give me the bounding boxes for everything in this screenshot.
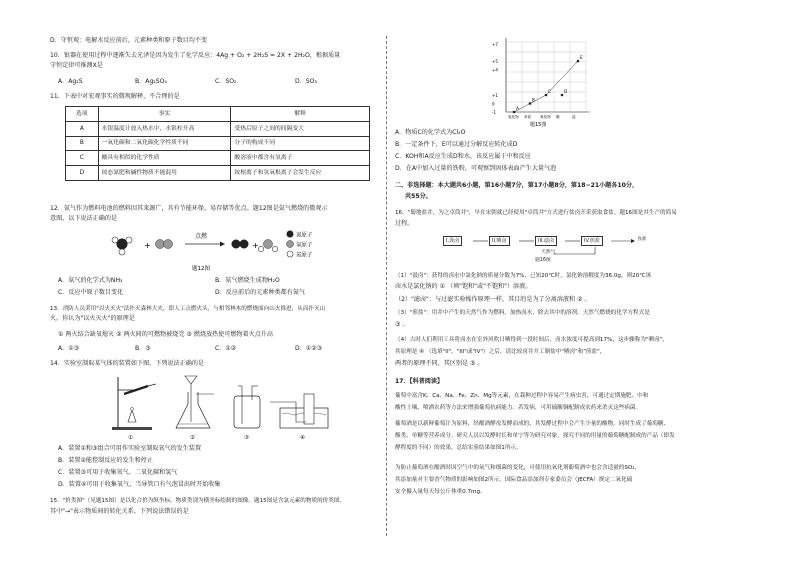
y-tick-label: 0	[492, 101, 495, 107]
table-cell: 酸溶液中都含有氢离子	[231, 151, 370, 166]
q10-stem-line2: 守恒定律可推测X是	[50, 62, 103, 69]
data-point	[545, 94, 548, 97]
q16-stem-line1: 16．"蜀地盐井，为之卓筒井"，早在宋朝就已经使用"卓筒井"方式进行盐卤开采获取食盐。题16图是其生产的简易	[395, 210, 677, 216]
y-tick-label: +7	[492, 42, 498, 47]
y-tick-label: +4	[492, 67, 498, 73]
q12-reaction-diagram	[100, 226, 340, 274]
table-cell: 水银温度计放入热水中，水银柱升高	[98, 121, 231, 136]
table-header-explanation: 解释	[231, 107, 370, 122]
q16-p1-line1: （1）"汲卤"：获得的卤水中氯化钠的质量分数为7%，已知20℃时，氯化钠溶解度为36.0g，则20℃该	[395, 273, 652, 279]
q17-title: 17．【科普阅读】	[395, 378, 444, 385]
q13-stem-line1: 13．消防人员采用"以火灭火"法扑灭森林大火，即人工点燃火头，与相邻林木的燃烧面向山火推进，从而扑灭山	[50, 306, 326, 312]
q14-option-d: D．装置④可用于收集氧气，当导管口有气泡冒出时开始收集	[58, 481, 221, 488]
y-tick-label: -1	[492, 110, 496, 115]
table-cell: 酸具有相似的化学性质	[98, 151, 231, 166]
table-cell: B	[66, 136, 99, 151]
q17-line: 酯类、单糖等营养成分。研究人员以发酵时长和单宁等为研究对象，探究不同的用量的葡萄糖配制成的产品（即发	[395, 433, 675, 439]
product-water-molecule	[258, 240, 277, 252]
table-row	[66, 136, 370, 151]
q10-option-a: A．Ag₂S	[58, 78, 83, 85]
legend-hydrogen: 氢原子	[296, 252, 313, 259]
q16-flow-diagram	[443, 236, 693, 266]
q15-figure-caption: 题15图	[530, 122, 547, 128]
table-header-option: 选项	[66, 107, 99, 122]
x-tick-label: 单质	[524, 115, 532, 119]
q17-line: 安全摄入量每天每公斤体重0.7mg。	[395, 489, 486, 495]
q13-option-c: C．①②	[215, 345, 237, 352]
q15-option-d: D．在A中加入过量的铁粉，可观察到固体表面产生大量气泡	[395, 165, 557, 172]
flow-step-1: I.汲卤	[443, 236, 462, 246]
apparatus-1-label: ①	[128, 435, 133, 441]
q16-p4-line2: 其原理是 ④ （选填"II"、"III"或"IV"）之后，请比较卤井开工制盐中"晒卤"和"煎盐"，	[395, 349, 606, 355]
q10-stem-line1: 10．银器在使用过程中逐渐失去光泽是因为发生了化学反应：4Ag + O₂ + 2H₂S = 2X + 2H₂O，根据质量	[50, 52, 341, 59]
data-point	[577, 60, 580, 63]
q12-stem-line2: 意图，以下说法正确的是	[50, 215, 118, 222]
table-header-row	[66, 107, 370, 122]
apparatus-2-flask	[176, 376, 214, 441]
q16-p3-line1: （3）"煎盐"：用井中产生的天然气作为燃料，加热卤水，除去其中的溶剂。天然气燃烧的化学方程式是	[395, 310, 650, 316]
q17-line: 为防止葡萄酒在酿酒时因空气中的氧气和细菌的变化，可使用抗氧化剂葡萄酒中也会含适量的SO₂，	[395, 465, 641, 471]
table-row	[66, 166, 370, 181]
x-tick-label: 盐	[572, 115, 576, 119]
point-label: E	[580, 55, 583, 60]
q10-option-b: B．Ag₂SO₄	[135, 78, 167, 85]
y-tick-label: +5	[492, 59, 498, 64]
q14-option-a: A．装置①和③组合可用作实验室制取氧气的发生装置	[58, 445, 202, 452]
q11-table	[65, 106, 370, 181]
flow-step-2: II.晒卤	[489, 236, 510, 246]
table-row	[66, 151, 370, 166]
column-divider	[386, 36, 387, 536]
q17-line: 其添加量对主要香气物质的影响如图2所示。国际食品添加剂专家委员会（JECFA）规定二氧化硫	[395, 477, 633, 483]
x-tick-label: 酸	[556, 115, 560, 119]
apparatus-4-label: ④	[300, 435, 305, 441]
q16-figure-caption: 题16图	[535, 258, 551, 263]
point-label: A	[516, 106, 519, 111]
q13-option-d: D．①②③	[295, 345, 323, 352]
q16-p3-line2: ③ 。	[395, 321, 409, 328]
q15-stem-line1: 15．"价类图"（见题15图）是以化合价为纵坐标，物质类别为横坐标绘制的图像。题15图是含氯元素的物质的价类图，	[50, 498, 346, 504]
q17-line: 酵程度的不同）的效果，总结实验结果如图1所示。	[395, 445, 522, 451]
q15-option-a: A．物质C的化学式为Cl₂O	[395, 129, 466, 136]
legend-oxygen: 氧原子	[296, 242, 313, 249]
q12-figure-caption: 题12图	[192, 266, 210, 272]
q15-stem-line2: 其中"→"表示物质间的转化关系，下列说法错误的是	[50, 508, 189, 515]
q12-option-b: B．氨气燃烧生成物H₂O	[215, 277, 280, 284]
legend-nitrogen-icon	[287, 231, 294, 238]
q16-p2: （2）"滤卤"：与过滤实验操作原理一样，其目的是为了分离溶液和 ② 。	[395, 296, 591, 303]
q16-p4-line1: （4）古时人们利用工具将卤水在室外风吹日晒得到一段时间后，卤水浓度可提高到17%，这步骤称为"晒卤"，	[395, 337, 668, 343]
data-point	[529, 102, 532, 105]
q16-p4-line3: 两者的原理不同，其区别是 ⑤ 。	[395, 360, 484, 367]
table-cell: C	[66, 151, 99, 166]
apparatus-2-label: ②	[190, 435, 195, 441]
data-point	[513, 111, 516, 114]
q9-option-d: D．守恒观：电解水反应前后，元素种类和原子数目均不变	[50, 37, 208, 44]
q13-stem-line2: 火。你认为"以火灭火"的原理是	[50, 315, 135, 322]
q12-option-d: D．反应前后的元素种类都有氮气	[215, 289, 306, 296]
apparatus-3-gas-bottle	[234, 386, 260, 441]
point-label: C	[548, 89, 551, 94]
q14-stem: 14．实验室制取某气体的装置如下图，下列说法正确的是	[50, 360, 205, 367]
table-header-fact: 事实	[98, 107, 231, 122]
table-cell: 分子的构成不同	[231, 136, 370, 151]
data-point	[561, 94, 564, 97]
q14-option-c: C．装置③可用于收集氧气、二氧化碳和氢气	[58, 469, 178, 476]
q15-option-c: C．KOH和A反应生成D和水，该反应属于中和反应	[395, 153, 531, 160]
svg-text:+: +	[144, 241, 151, 250]
q12-stem-line1: 12．氨气作为燃料电池的燃料因其来源广，具有节能环保、易存储等优点。题12图是氨气燃烧的微观示	[50, 205, 328, 212]
table-cell: 铵根离子和氢氧根离子会发生反应	[231, 166, 370, 181]
q17-line: 酸性土壤、喷洒农药等方法来增强葡萄抗病能力。若发病，可用硫酸铜配制成农药来杀灭这些病菌。	[395, 405, 642, 411]
y-tick-label: +1	[492, 93, 498, 98]
table-row	[66, 121, 370, 136]
point-label: D	[564, 89, 568, 94]
reactant-oxygen-molecule	[156, 240, 173, 249]
q13-option-b: B．③	[135, 345, 151, 352]
q14-option-b: B．装置②能控制反应的发生和停止	[58, 457, 153, 464]
svg-text:+: +	[252, 241, 259, 250]
table-cell: 受热后原子之间的间隔变大	[231, 121, 370, 136]
section2-heading-line2: 共55分。	[405, 193, 432, 200]
arrow-label: 点燃	[195, 233, 208, 240]
q15-option-b: B．一定条件下，E可以通过分解反应转化成D	[395, 141, 518, 148]
q11-stem: 11．下表中对宏观事实的微观解释，不合理的是	[50, 93, 180, 100]
q10-option-c: C．SO₂	[215, 78, 237, 85]
apparatus-1-heating-tube	[112, 377, 156, 441]
q13-sub-options: ① 两火结合缺氧熄灭 ② 两火间的可燃物被烧完 ③ 燃烧放热使可燃物着火点升高	[58, 331, 273, 338]
q15-valence-category-chart	[490, 36, 600, 128]
flow-step-4: IV.煎盐	[581, 236, 603, 246]
q17-line: 葡萄中富含K、Ca、Na、Fe、Zn、Mg等元素，在栽种过程中容易产生病虫害，可通过定期施肥、中和	[395, 393, 649, 399]
flow-gas-label: 天然气	[541, 250, 556, 255]
table-cell: A	[66, 121, 99, 136]
table-cell: 一氧化碳和二氧化碳化学性质不同	[98, 136, 231, 151]
q16-p1-line2: 卤水是氯化钠的 ① （填"饱和"或"不饱和"）溶液。	[395, 283, 532, 290]
q12-option-c: C．反应中原子数目变化	[58, 289, 124, 296]
apparatus-4-water-trough	[270, 394, 328, 441]
reactant-ammonia-molecule	[112, 237, 132, 255]
table-cell: D	[66, 166, 99, 181]
q14-apparatus-diagram	[110, 372, 350, 442]
q12-option-a: A．氨气的化学式为NH₃	[58, 277, 123, 284]
q13-option-a: A．①③	[58, 345, 80, 352]
point-label: B	[532, 97, 535, 103]
flow-arrows	[443, 236, 693, 266]
table-cell: 铵态氮肥和碱性物质不能混用	[98, 166, 231, 181]
x-tick-label: 氢化物	[508, 115, 519, 119]
q16-stem-line2: 过程。	[395, 220, 414, 227]
product-nitrogen-molecule	[232, 240, 249, 249]
legend-oxygen-icon	[287, 241, 294, 248]
flow-product-label: 食盐	[637, 237, 647, 242]
flow-step-3: III.滤卤	[535, 236, 557, 246]
x-tick-label: 氧化物	[540, 115, 551, 119]
legend-hydrogen-icon	[287, 251, 293, 257]
legend-nitrogen: 氮原子	[296, 232, 313, 239]
q10-option-d: D．SO₃	[295, 78, 317, 85]
q17-line: 葡萄酒是以新鲜葡萄汁为原料，经酿酒酵母发酵而成的，其发酵过程中会产生少量的酸物，同时生成了葡萄糖、	[395, 421, 670, 427]
section2-heading-line1: 二、非选择题：本大题共6小题，第16小题7分，第17小题8分，第18~21小题各10分，	[395, 182, 639, 189]
apparatus-3-label: ③	[244, 435, 249, 441]
